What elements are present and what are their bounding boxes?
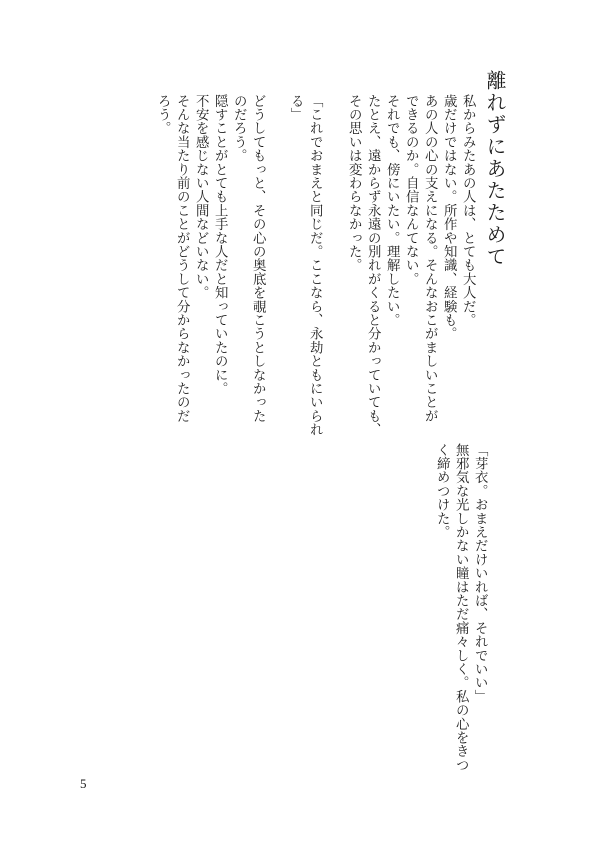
text-line: 私からみたあの人は、とても大人だ。 bbox=[460, 94, 476, 327]
text-line: どうしてもっと、その心の奥底を覗こうとしなかった bbox=[250, 94, 266, 423]
text-line: る」 bbox=[288, 94, 304, 122]
text-line: く締めつけた。 bbox=[434, 443, 450, 539]
text-line: ろう。 bbox=[155, 94, 171, 136]
page-number: 5 bbox=[80, 776, 87, 791]
text-line: 「これでおまえと同じだ。ここなら、永劫ともにいられ bbox=[307, 94, 323, 437]
text-line: そんな当たり前のことがどうして分からなかったのだ bbox=[174, 94, 190, 423]
text-line: 隠すことがとても上手な人だと知っていたのに。 bbox=[212, 94, 228, 396]
text-line: 無邪気な光しかない瞳はただ痛々しく。私の心をきつ bbox=[453, 443, 469, 772]
text-line: のだろう。 bbox=[231, 94, 247, 163]
text-line: その思いは変わらなかった。 bbox=[346, 94, 362, 273]
chapter-title: 離れずにあたためて bbox=[483, 70, 507, 268]
text-line: それでも、傍にいたい。理解したい。 bbox=[384, 94, 400, 327]
text-line: 不安を感じない人間などいない。 bbox=[193, 94, 209, 300]
dialogue-line: 「芽衣。おまえだけいれば、それでいい」 bbox=[472, 443, 488, 704]
text-line: たとえ、遠からず永遠の別れがくると分かっていても、 bbox=[365, 94, 381, 437]
text-line: できるのか。自信なんてない。 bbox=[403, 94, 419, 286]
text-line: あの人の心の支えになる。そんなおこがましいことが bbox=[422, 94, 438, 423]
text-line: 歳だけではない。所作や知識、経験も。 bbox=[441, 94, 457, 341]
